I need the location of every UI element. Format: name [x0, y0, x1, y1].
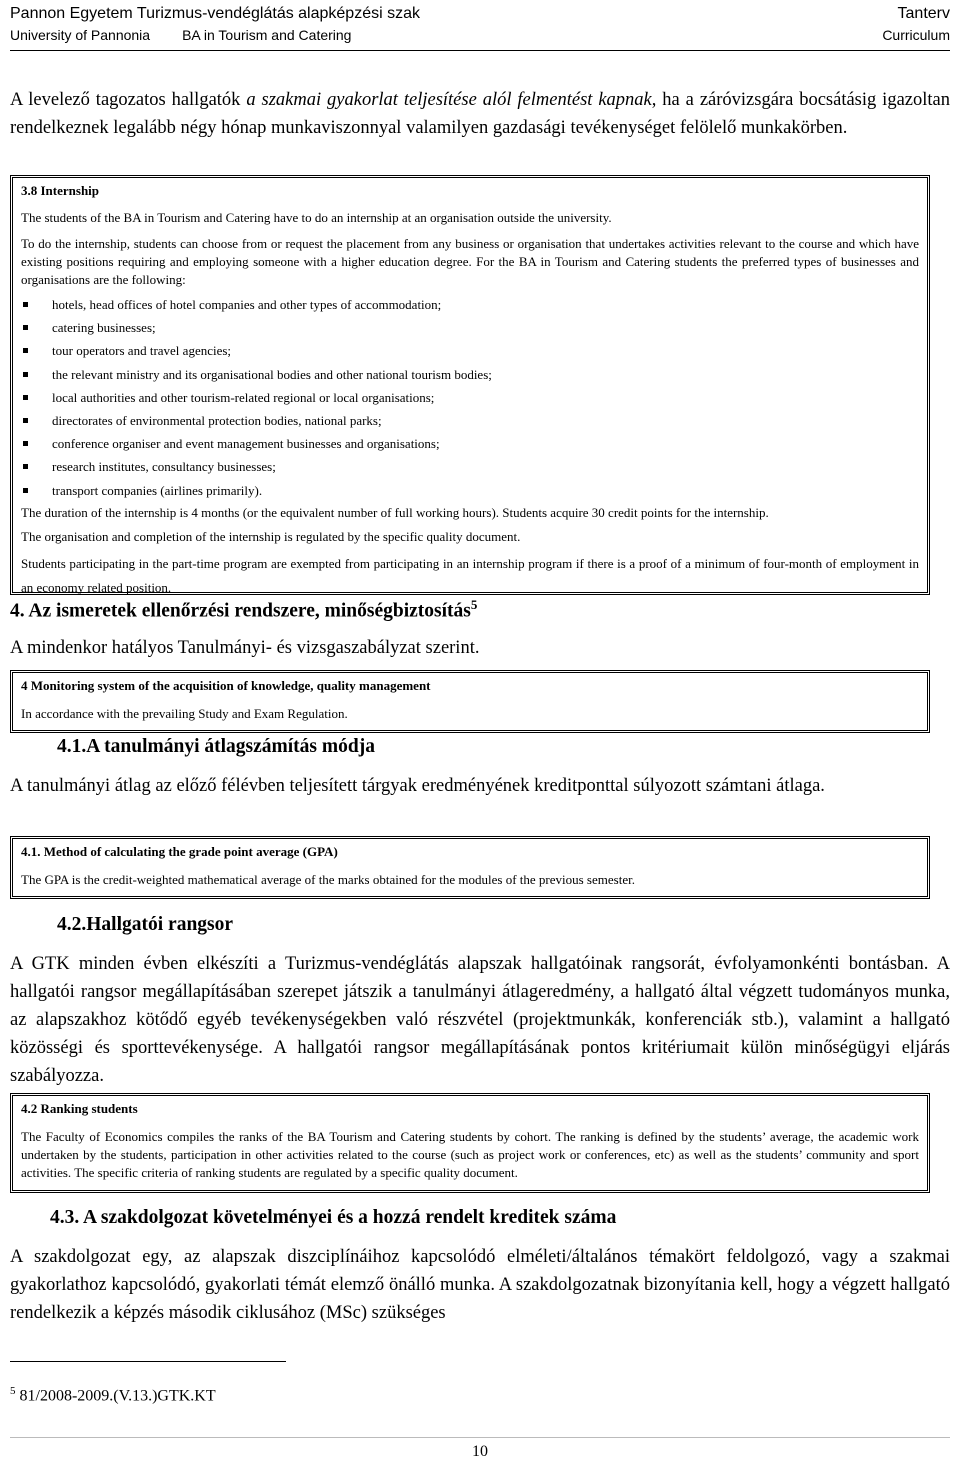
- intro-italic: a szakmai gyakorlat teljesítése alól felmentést kapnak: [246, 90, 652, 110]
- section4-box-title: 4 Monitoring system of the acquisition of knowledge, quality management: [21, 678, 431, 693]
- header-university: University of Pannonia: [10, 27, 151, 43]
- section4-box-text: In accordance with the prevailing Study and Exam Regulation.: [21, 706, 348, 721]
- internship-list-item: conference organiser and event management businesses and organisations;: [21, 432, 919, 455]
- page-number: 10: [472, 1443, 488, 1460]
- section41-heading: 4.1.A tanulmányi átlagszámítás módja: [57, 736, 375, 757]
- section41-box: [10, 836, 930, 899]
- footnote-separator: [10, 1361, 286, 1362]
- section41-box-title: 4.1. Method of calculating the grade point average (GPA): [21, 844, 338, 859]
- header-course: BA in Tourism and Catering: [182, 27, 352, 43]
- internship-line2: To do the internship, students can choose from or request the placement from any business or organisation that undertakes activities relevant to the course and which have existing positions requiring and employing someone with a higher education degree. For the BA in Tourism and Catering students the preferred types of businesses and organisations are the following:: [21, 236, 919, 287]
- header-row-2: [10, 24, 950, 46]
- section43-heading: 4.3. A szakdolgozat követelményei és a hozzá rendelt kreditek száma: [50, 1207, 617, 1228]
- internship-list-item: catering businesses;: [21, 316, 919, 339]
- footnote-ref: 5: [470, 597, 478, 612]
- header-left-sub: [10, 25, 351, 46]
- footnote-text: 81/2008-2009.(V.13.)GTK.KT: [19, 1387, 216, 1405]
- section42-heading: 4.2.Hallgatói rangsor: [57, 914, 234, 935]
- internship-list-item: directorates of environmental protection bodies, national parks;: [21, 409, 919, 432]
- intro-text-2: , ha a záróvizsgára bocsátásig igazoltan rendelkeznek legalább négy hónap munkaviszonnyal valamilyen gazdasági tevékenységet felölelő munkakörben.: [10, 90, 950, 138]
- internship-parttime: Students participating in the part-time program are exempted from participating in an internship program if there is a proof of a minimum of four-month of employment in an economy related position.: [21, 555, 919, 595]
- section4-box: [10, 670, 930, 733]
- section4-heading: [10, 597, 477, 623]
- header-row-1: [10, 0, 950, 24]
- page-header: [10, 0, 950, 51]
- footnote: [10, 1385, 216, 1405]
- section42-text: A GTK minden évben elkészíti a Turizmus-vendéglátás alapszak hallgatóinak rangsorát, évfolyamonkénti bontásban. A hallgatói rangsor megállapításában szerepet játszik a tanulmányi átlageredmény, a hallgató által végzett tudományos munka, az alapszakhoz kötődő egyéb tevékenységekben való részvétel (projektmunkák, konferenciák stb.), valamint a hallgató közösségi és sporttevékenysége. A hallgatói rangsor megállapításának pontos kritériumait külön minőségügyi eljárás szabályozza.: [10, 954, 950, 1086]
- section4-heading-text: 4. Az ismeretek ellenőrzési rendszere, minőségbiztosítás: [10, 600, 471, 622]
- internship-list-item: research institutes, consultancy businesses;: [21, 455, 919, 478]
- section4-text: A mindenkor hatályos Tanulmányi- és vizsgaszabályzat szerint.: [10, 638, 480, 658]
- section43-text: A szakdolgozat egy, az alapszak diszciplínáihoz kapcsolódó elméleti/általános témakört feldolgozó, vagy a szakmai gyakorlathoz kapcsolódó, gyakorlati témát elemző önálló munka. A szakdolgozatnak bizonyítania kell, hogy a végzett hallgató rendelkezik a képzés második ciklusához (MSc) szükséges: [10, 1247, 950, 1323]
- intro-text-1: A levelező tagozatos hallgatók: [10, 90, 247, 110]
- header-right-sub: Curriculum: [882, 27, 950, 43]
- section41-box-text: The GPA is the credit-weighted mathematical average of the marks obtained for the modules of the previous semester.: [21, 872, 635, 887]
- internship-list-item: the relevant ministry and its organisational bodies and other national tourism bodies;: [21, 363, 919, 386]
- internship-box: [10, 175, 930, 595]
- internship-list-item: local authorities and other tourism-related regional or local organisations;: [21, 386, 919, 409]
- header-left-title: Pannon Egyetem Turizmus-vendéglátás alapképzési szak: [10, 5, 420, 22]
- internship-list-item: transport companies (airlines primarily).: [21, 479, 919, 502]
- intro-paragraph: [10, 86, 950, 142]
- internship-title: 3.8 Internship: [21, 183, 100, 198]
- section41-text: A tanulmányi átlag az előző félévben teljesített tárgyak eredményének kreditponttal súlyozott számtani átlaga.: [10, 776, 825, 796]
- section42-box-title: 4.2 Ranking students: [21, 1101, 138, 1116]
- internship-regulation: The organisation and completion of the internship is regulated by the specific quality document.: [21, 528, 521, 544]
- internship-duration: The duration of the internship is 4 months (or the equivalent number of full working hours). Students acquire 30 credit points for the internship.: [21, 504, 769, 520]
- page-footer-line: [10, 1437, 950, 1438]
- internship-list-item: tour operators and travel agencies;: [21, 339, 919, 362]
- footnote-number: 5: [10, 1385, 16, 1397]
- internship-line1: The students of the BA in Tourism and Catering have to do an internship at an organisation outside the university.: [21, 210, 612, 225]
- section42-box-text: The Faculty of Economics compiles the ranks of the BA Tourism and Catering students by cohort. The ranking is defined by the students’ average, the academic work undertaken by the students, participation in other activities related to the course (such as project work or conferences, etc) as well as the students’ community and sport activities. The specific criteria of ranking students are regulated by a specific quality document.: [21, 1129, 919, 1180]
- section42-box: [10, 1093, 930, 1193]
- header-right-title: Tanterv: [897, 5, 950, 22]
- internship-list-item: hotels, head offices of hotel companies and other types of accommodation;: [21, 293, 919, 316]
- internship-list: [21, 293, 919, 502]
